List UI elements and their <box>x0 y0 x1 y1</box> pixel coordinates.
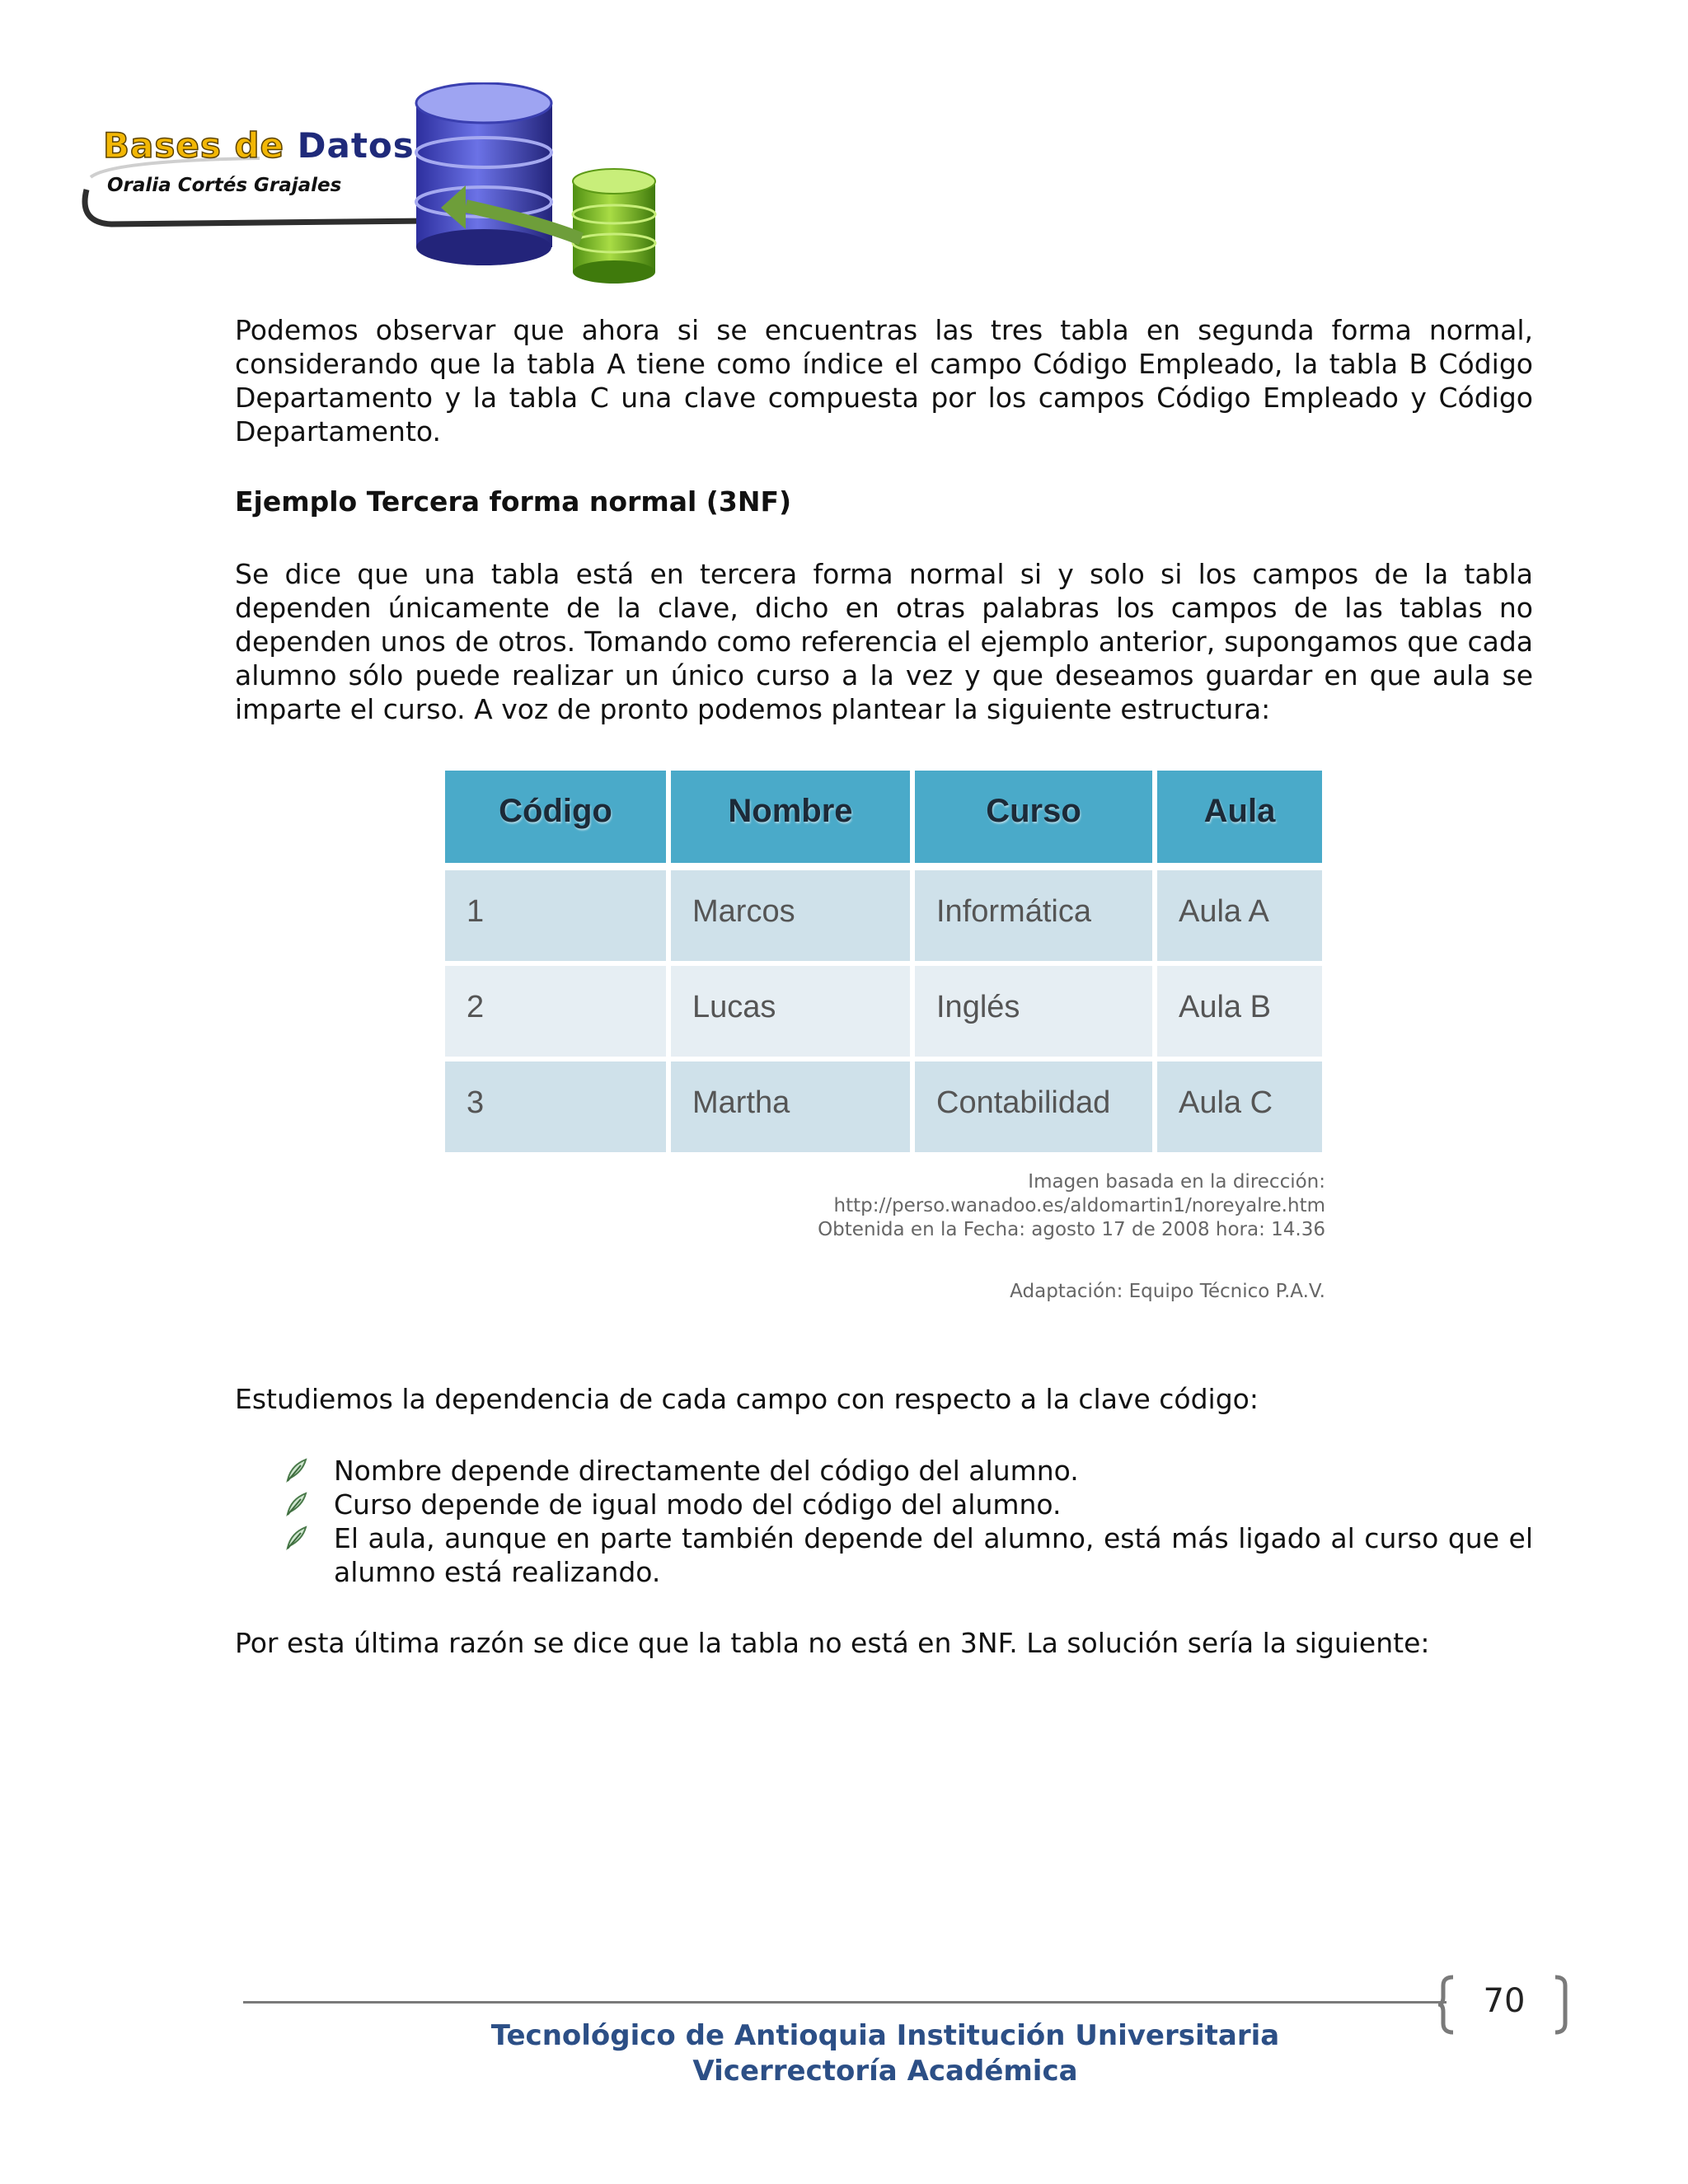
logo-author: Oralia Cortés Grajales <box>107 175 342 196</box>
footer-department: Vicerrectoría Académica <box>692 2055 1078 2088</box>
table-cell: Martha <box>671 1062 910 1152</box>
caption-line: Imagen basada en la dirección: <box>1028 1171 1325 1193</box>
quill-bullet-icon <box>284 1525 309 1551</box>
definition-paragraph: Se dice que una tabla está en tercera forma normal si y solo si los campos de la tabla dependen únicamente de la clave, dicho en otras palabras los campos de las tablas no dependen unos de otros. Tomando como referencia el ejemplo anterior, supongamos que cada alumno sólo puede realizar un único curso a la vez y que deseamos guardar en que aula se imparte el curso. A voz de pronto podemos plantear la siguiente estructura: <box>235 558 1533 725</box>
table-row: 3 <box>445 1062 666 1152</box>
quill-bullet-icon <box>284 1457 309 1483</box>
image-caption <box>818 1170 1325 1242</box>
footer-divider <box>243 2001 1447 2004</box>
table-cell: Informática <box>915 870 1152 961</box>
table-cell: Aula B <box>1157 966 1322 1057</box>
dependency-intro: Estudiemos la dependencia de cada campo con respecto a la clave código: <box>235 1383 1259 1415</box>
logo-title-part1: Bases de <box>103 125 285 166</box>
bullet-item: Nombre depende directamente del código del alumno. <box>334 1455 1079 1487</box>
page-number: 70 <box>1483 1982 1526 2020</box>
logo-title <box>103 125 415 166</box>
table-cell: Marcos <box>671 870 910 961</box>
table-cell: Lucas <box>671 966 910 1057</box>
adaptation-credit: Adaptación: Equipo Técnico P.A.V. <box>1010 1281 1325 1302</box>
table-header-cell: Curso <box>915 771 1152 863</box>
table-cell: Aula A <box>1157 870 1322 961</box>
footer-institution: Tecnológico de Antioquia Institución Universitaria <box>490 2019 1280 2052</box>
bullet-item: El aula, aunque en parte también depende del alumno, está más ligado al curso que el alumno está realizando. <box>334 1522 1533 1588</box>
table-row: 2 <box>445 966 666 1057</box>
table-cell: Inglés <box>915 966 1152 1057</box>
table-header-cell: Nombre <box>671 771 910 863</box>
intro-paragraph: Podemos observar que ahora si se encuentras las tres tabla en segunda forma normal, considerando que la tabla A tiene como índice el campo Código Empleado, la tabla B Código Departamento y la tabla C una clave compuesta por los campos Código Empleado y Código Departamento. <box>235 314 1533 448</box>
caption-url: http://perso.wanadoo.es/aldomartin1/noreyalre.htm <box>833 1195 1325 1216</box>
logo-title-part2: Datos <box>297 125 415 166</box>
table-cell: Contabilidad <box>915 1062 1152 1152</box>
students-table <box>445 771 1322 1160</box>
section-heading: Ejemplo Tercera forma normal (3NF) <box>235 485 792 518</box>
table-header-cell: Código <box>445 771 666 863</box>
bullet-item: Curso depende de igual modo del código del alumno. <box>334 1488 1062 1521</box>
table-cell: Aula C <box>1157 1062 1322 1152</box>
conclusion-paragraph: Por esta última razón se dice que la tabla no está en 3NF. La solución sería la siguiente: <box>235 1627 1430 1659</box>
table-header-cell: Aula <box>1157 771 1322 863</box>
table-row: 1 <box>445 870 666 961</box>
caption-date: Obtenida en la Fecha: agosto 17 de 2008 hora: 14.36 <box>818 1219 1325 1240</box>
quill-bullet-icon <box>284 1491 309 1517</box>
